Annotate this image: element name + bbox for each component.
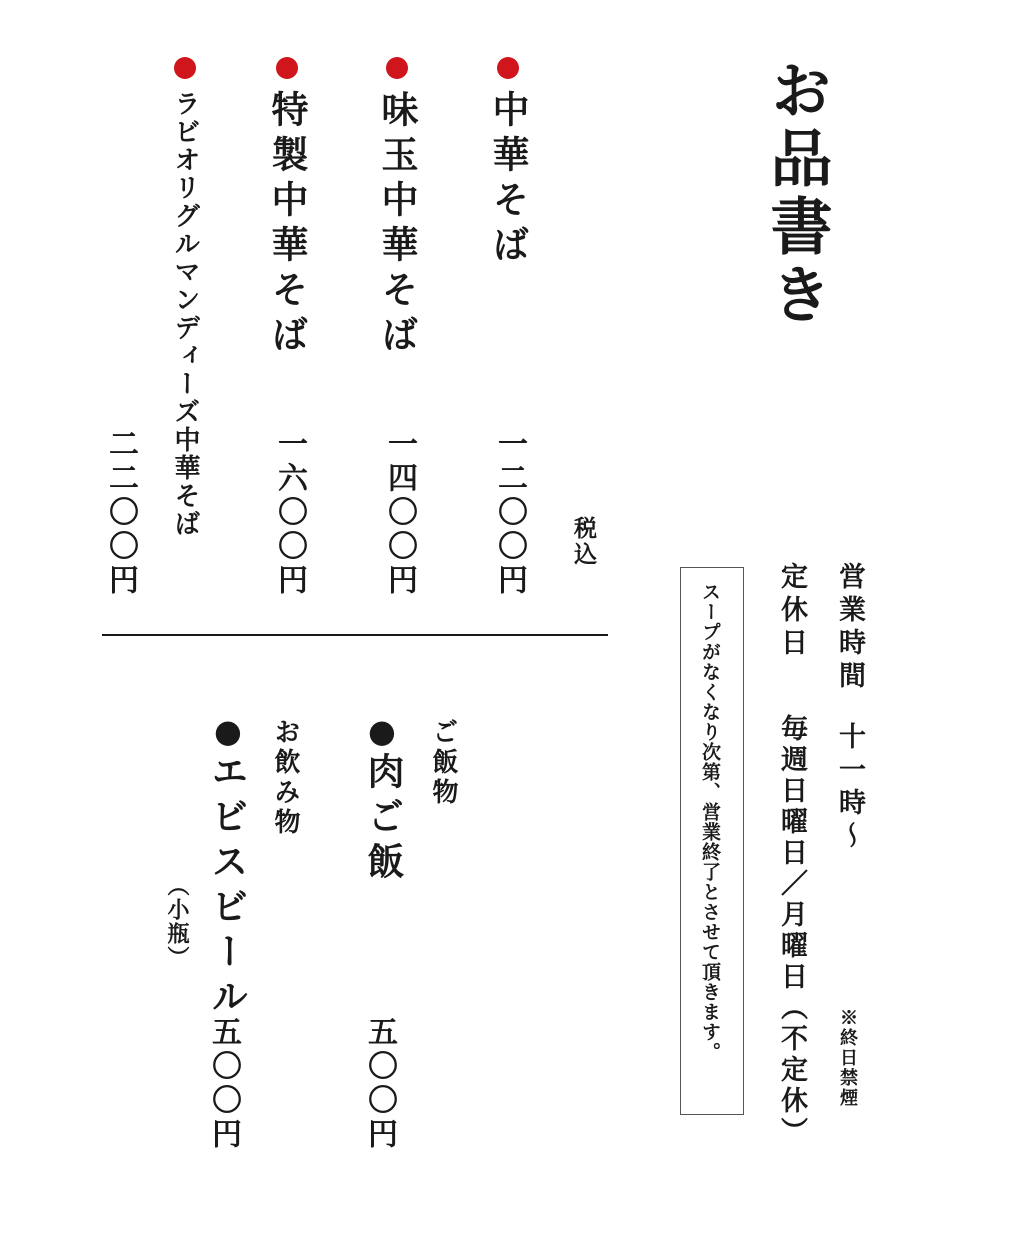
section-divider	[102, 634, 608, 636]
drink-item-name: エビスビール	[205, 752, 249, 1022]
red-dot-icon	[386, 57, 408, 79]
no-smoking-note: ※終日禁煙	[837, 1008, 858, 1108]
page-title: お品書き	[760, 58, 833, 330]
tax-note: 税込	[570, 516, 597, 568]
business-hours-value: 十一時〜	[834, 722, 865, 854]
rice-section-label: ご飯物	[428, 718, 458, 808]
drinks-section-label: お飲み物	[270, 718, 300, 838]
menu-item-name: 特製中華そば	[265, 90, 309, 360]
holiday-value: 毎週日曜日／月曜日（不定休）	[776, 714, 807, 1148]
holiday-label: 定休日	[776, 562, 807, 661]
notice-text: スープがなくなり次第、営業終了とさせて頂きます。	[699, 582, 721, 1062]
menu-item-price: 一二〇〇円	[492, 428, 527, 598]
red-dot-icon	[276, 57, 298, 79]
menu-item-price: 一六〇〇円	[272, 428, 307, 598]
menu-item-name: 中華そば	[486, 90, 530, 270]
red-dot-icon	[497, 57, 519, 79]
drink-item-price: 五〇〇円	[206, 1016, 241, 1152]
menu-item-price: 一四〇〇円	[382, 428, 417, 598]
rice-item-price: 五〇〇円	[362, 1016, 397, 1152]
bullet-icon: ●	[209, 712, 247, 750]
business-hours-label: 営業時間	[834, 562, 865, 694]
bullet-icon: ●	[363, 712, 401, 750]
rice-item-name: 肉ご飯	[361, 752, 405, 887]
red-dot-icon	[174, 57, 196, 79]
menu-item-name: 味玉中華そば	[375, 90, 419, 360]
menu-item-price: 二二〇〇円	[103, 428, 138, 598]
drink-item-note: （小瓶）	[164, 874, 190, 970]
menu-item-name: ラビオリグルマンディーズ中華そば	[170, 90, 200, 538]
